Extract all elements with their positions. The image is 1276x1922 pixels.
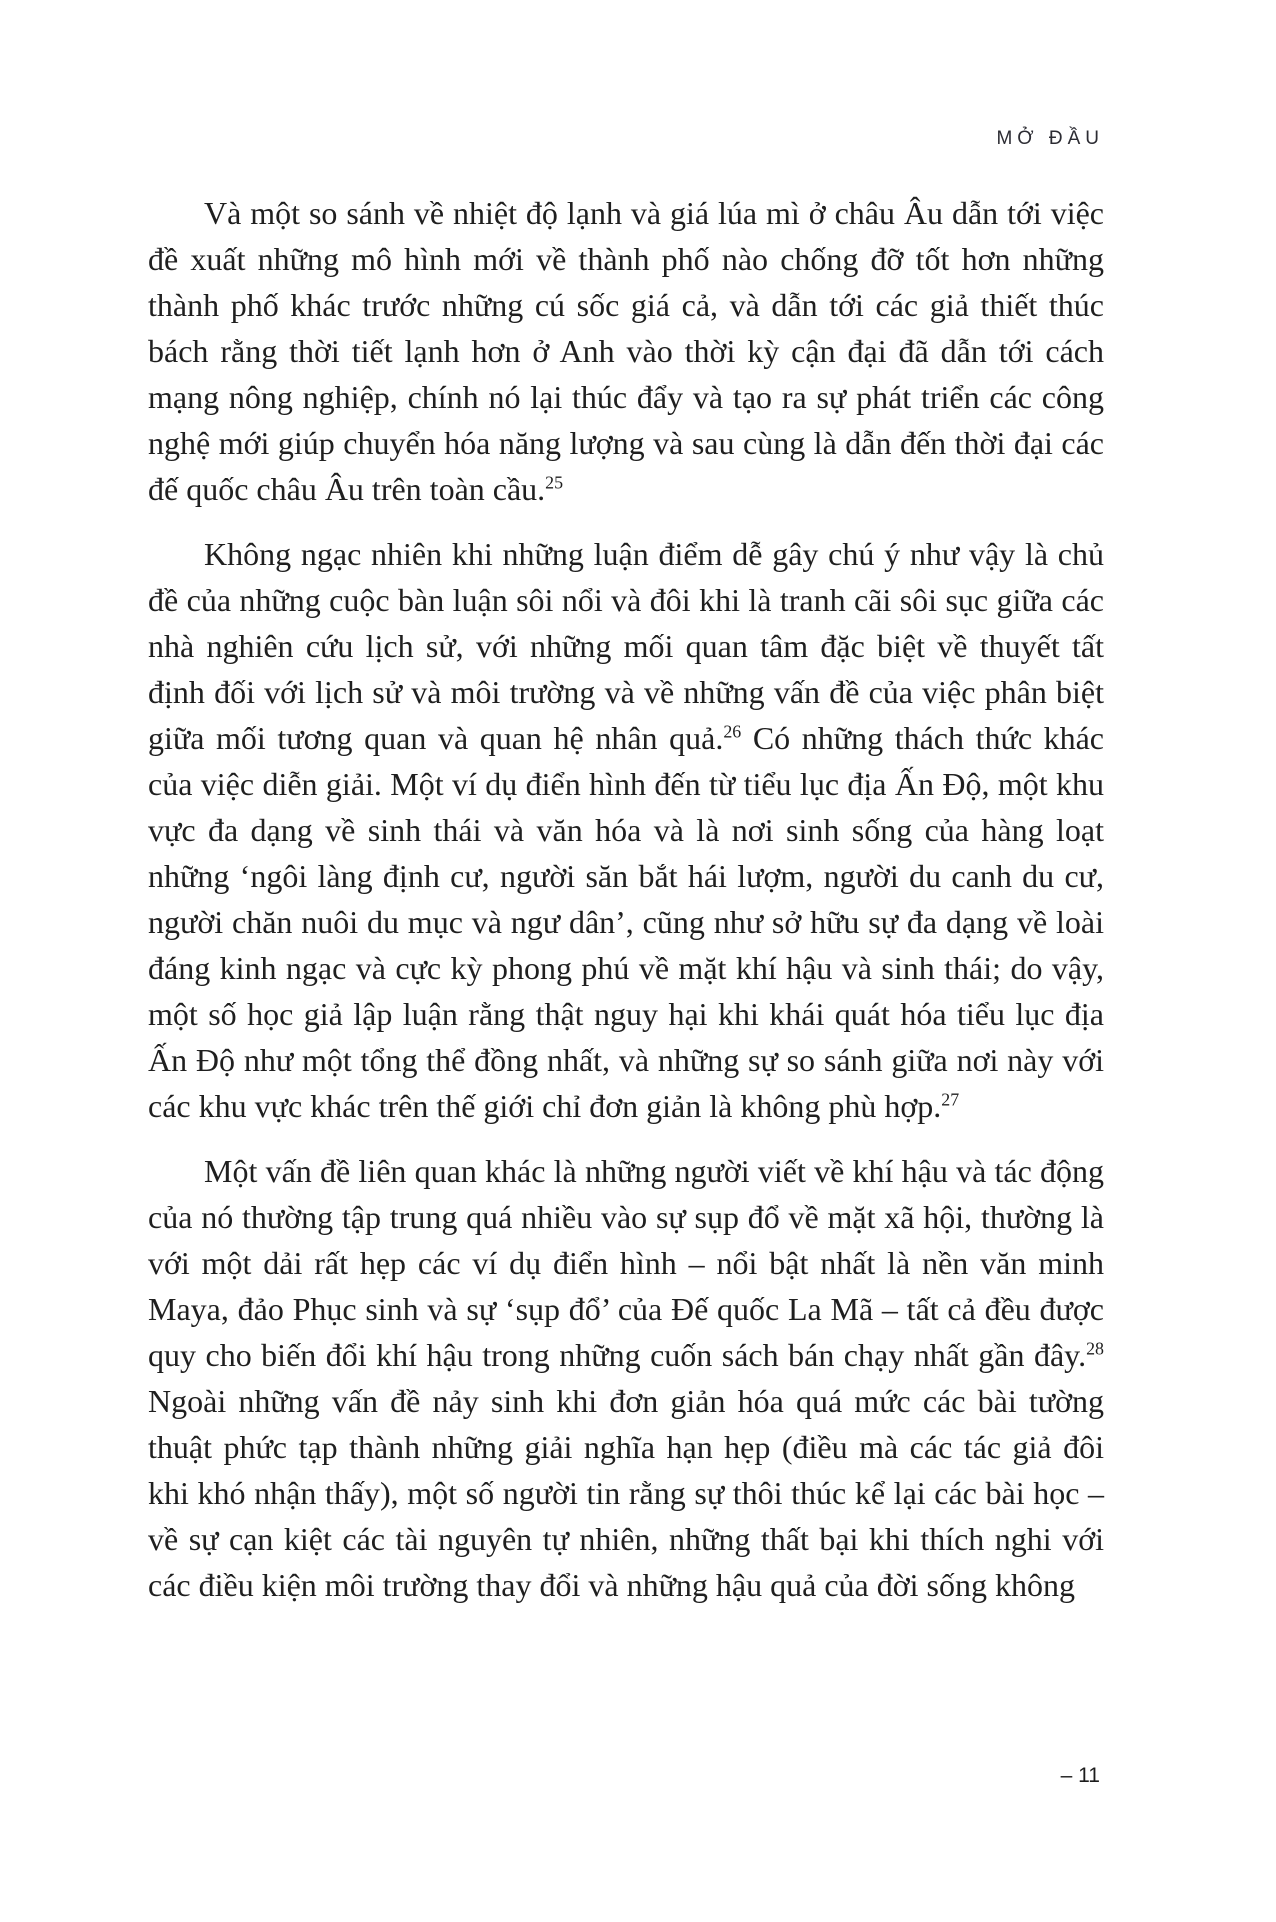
chapter-title: MỞ ĐẦU [996,128,1104,149]
footnote-reference: 27 [941,1089,960,1110]
paragraph: Một vấn đề liên quan khác là những người viết về khí hậu và tác động của nó thường tập trung quá nhiều vào sự sụp đổ về mặt xã hội, thường là với một dải rất hẹp các ví dụ điển hình – nổi bật nhất là nền văn minh Maya, đảo Phục sinh và sự ‘sụp đổ’ của Đế quốc La Mã – tất cả đều được quy cho biến đổi khí hậu trong những cuốn sách bán chạy nhất gần đây.$^{28}$ Ngoài những vấn đề nảy sinh khi đơn giản hóa quá mức các bài tường thuật phức tạp thành những giải nghĩa hạn hẹp (điều mà các tác giả đôi khi khó nhận thấy), một số người tin rằng sự thôi thúc kể lại các bài học – về sự cạn kiệt các tài nguyên tự nhiên, những thất bại khi thích nghi với các điều kiện môi trường thay đổi và những hậu quả của đời sống không [148,1153,1104,1603]
paragraph: Và một so sánh về nhiệt độ lạnh và giá lúa mì ở châu Âu dẫn tới việc đề xuất những mô hình mới về thành phố nào chống đỡ tốt hơn những thành phố khác trước những cú sốc giá cả, và dẫn tới các giả thiết thúc bách rằng thời tiết lạnh hơn ở Anh vào thời kỳ cận đại đã dẫn tới cách mạng nông nghiệp, chính nó lại thúc đẩy và tạo ra sự phát triển các công nghệ mới giúp chuyển hóa năng lượng và sau cùng là dẫn đến thời đại các đế quốc châu Âu trên toàn cầu.$^{25}$ [148,195,1104,507]
paragraph: Không ngạc nhiên khi những luận điểm dễ gây chú ý như vậy là chủ đề của những cuộc bàn luận sôi nổi và đôi khi là tranh cãi sôi sục giữa các nhà nghiên cứu lịch sử, với những mối quan tâm đặc biệt về thuyết tất định đối với lịch sử và môi trường và về những vấn đề của việc phân biệt giữa mối tương quan và quan hệ nhân quả.$^{26}$ Có những thách thức khác của việc diễn giải. Một ví dụ điển hình đến từ tiểu lục địa Ấn Độ, một khu vực đa dạng về sinh thái và văn hóa và là nơi sinh sống của hàng loạt những ‘ngôi làng định cư, người săn bắt hái lượm, người du canh du cư, người chăn nuôi du mục và ngư dân’, cũng như sở hữu sự đa dạng về loài đáng kinh ngạc và cực kỳ phong phú về mặt khí hậu và sinh thái; do vậy, một số học giả lập luận rằng thật nguy hại khi khái quát hóa tiểu lục địa Ấn Độ như một tổng thể đồng nhất, và những sự so sánh giữa nơi này với các khu vực khác trên thế giới chỉ đơn giản là không phù hợp.$^{27}$ [148,536,1105,1124]
page-number: – 11 [1060,1764,1100,1787]
page-footer [1061,1764,1100,1788]
footnote-reference: 26 [723,721,742,742]
footnote-reference: 28 [1086,1338,1104,1359]
running-header [996,128,1104,150]
footnote-reference: 25 [545,472,564,493]
body-text [148,190,1104,1608]
